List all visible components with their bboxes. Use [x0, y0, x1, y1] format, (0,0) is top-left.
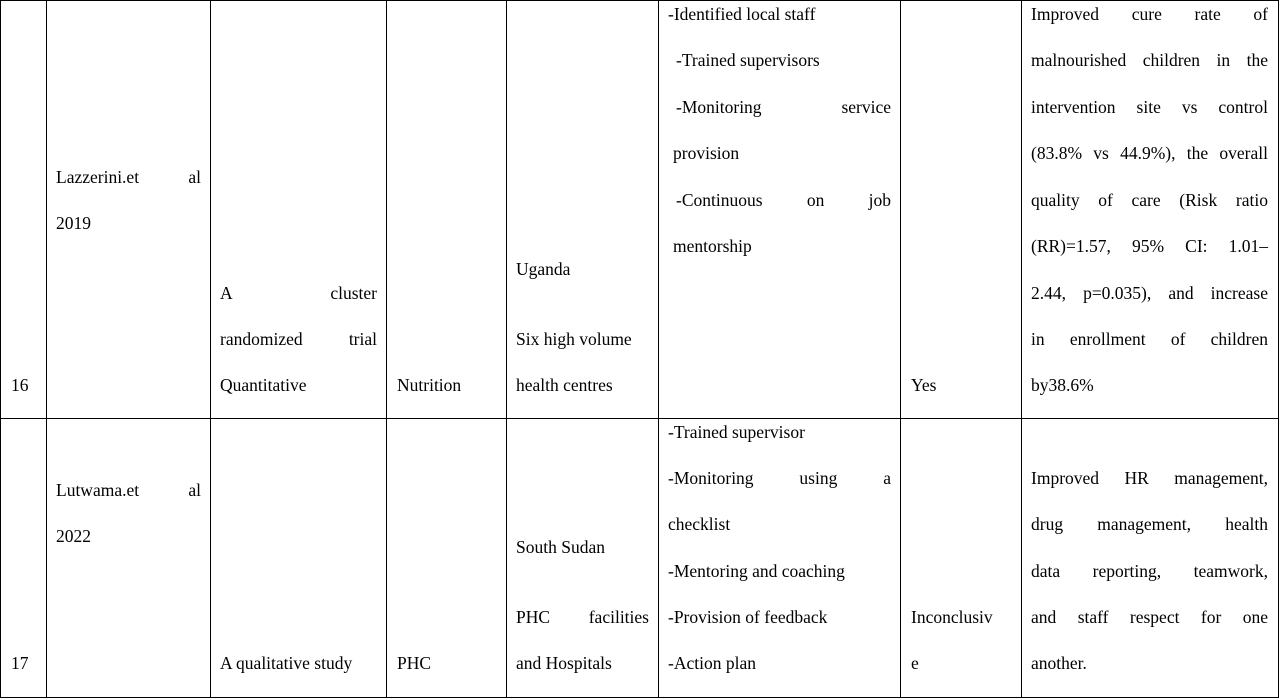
outcome-line: data reporting, teamwork, [1031, 561, 1268, 581]
setting-line: Six high volume [516, 329, 632, 349]
intervention-line: -Monitoring service [676, 97, 891, 117]
outcome-line: in enrollment of children [1031, 329, 1268, 349]
design-line: Quantitative [220, 375, 307, 395]
intervention-line: mentorship [673, 236, 752, 256]
publication-year: 2019 [56, 213, 91, 233]
row-divider [1, 418, 1279, 419]
column-divider [900, 0, 901, 698]
outcome-line: malnourished children in the [1031, 50, 1268, 70]
setting-line: PHC facilities [516, 607, 649, 627]
outcome-line: (83.8% vs 44.9%), the overall [1031, 143, 1268, 163]
outcome-line: quality of care (Risk ratio [1031, 190, 1268, 210]
intervention-line: checklist [668, 514, 731, 534]
outcome-line: intervention site vs control [1031, 97, 1268, 117]
intervention-line: -Monitoring using a [668, 468, 891, 488]
design-line: randomized trial [220, 329, 377, 349]
column-divider [386, 0, 387, 698]
outcome-line: 2.44, p=0.035), and increase [1031, 283, 1268, 303]
setting-line: and Hospitals [516, 653, 612, 673]
column-divider [658, 0, 659, 698]
author-etal: al [188, 167, 201, 187]
publication-year: 2022 [56, 526, 91, 546]
intervention-line: -Trained supervisors [676, 50, 820, 70]
design-line: A cluster [220, 283, 377, 303]
table-border-left [0, 0, 1, 698]
outcome-line: (RR)=1.57, 95% CI: 1.01– [1031, 236, 1268, 256]
author-name: Lazzerini.et [56, 167, 140, 187]
author-cell [56, 467, 201, 513]
column-divider [1021, 0, 1022, 698]
outcome-line: drug management, health [1031, 514, 1268, 534]
row-number: 17 [11, 653, 29, 673]
field-cell: PHC [397, 653, 432, 673]
setting-line: health centres [516, 375, 613, 395]
setting-country: South Sudan [516, 537, 605, 557]
column-divider [46, 0, 47, 698]
effectiveness-cell: Yes [911, 375, 937, 395]
intervention-line: -Identified local staff [668, 4, 816, 24]
outcome-line: Improved HR management, [1031, 468, 1268, 488]
author-etal: al [188, 480, 201, 500]
intervention-line: -Action plan [668, 653, 756, 673]
author-name: Lutwama.et [56, 480, 140, 500]
outcome-line: and staff respect for one [1031, 607, 1268, 627]
intervention-line: -Provision of feedback [668, 607, 828, 627]
effectiveness-cell: Inconclusiv [911, 607, 993, 627]
table-border-bottom [1, 697, 1279, 698]
intervention-line: -Mentoring and coaching [668, 561, 845, 581]
column-divider [506, 0, 507, 698]
intervention-line: -Continuous on job [676, 190, 891, 210]
table-border-right [1278, 0, 1279, 698]
outcome-line: another. [1031, 653, 1087, 673]
setting-country: Uganda [516, 259, 571, 279]
effectiveness-cell-wrap: e [911, 653, 919, 673]
intervention-line: provision [673, 143, 740, 163]
outcome-line: Improved cure rate of [1031, 4, 1268, 24]
field-cell: Nutrition [397, 375, 462, 395]
outcome-line: by38.6% [1031, 375, 1094, 395]
column-divider [210, 0, 211, 698]
design-line: A qualitative study [220, 653, 353, 673]
row-number: 16 [11, 375, 29, 395]
intervention-line: -Trained supervisor [668, 422, 805, 442]
author-cell [56, 154, 201, 200]
